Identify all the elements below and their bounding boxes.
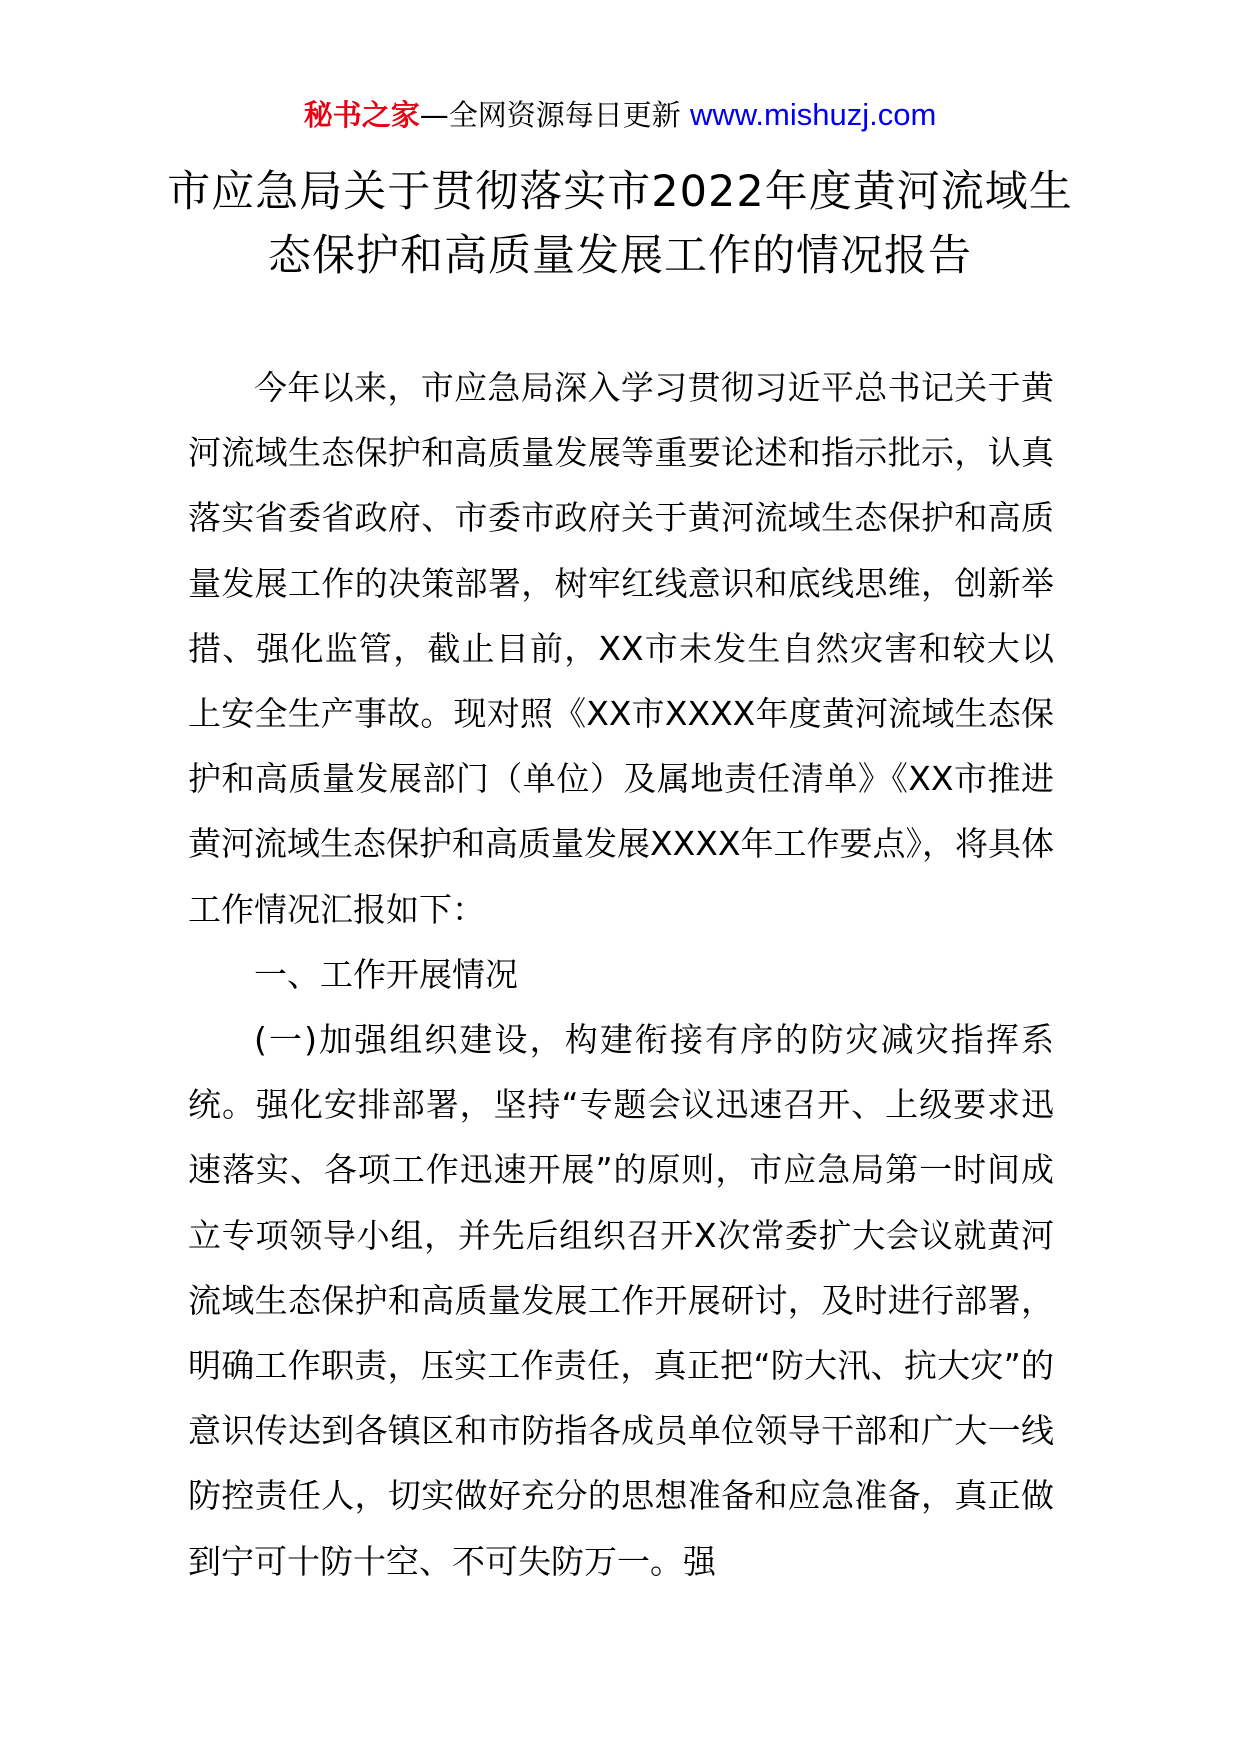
document-title: 市应急局关于贯彻落实市2022年度黄河流域生态保护和高质量发展工作的情况报告 — [167, 167, 1073, 281]
section-heading: 一、工作开展情况 — [254, 954, 518, 994]
site-brand: 秘书之家 — [303, 98, 420, 132]
site-tagline: —全网资源每日更新 — [419, 98, 681, 132]
site-header — [0, 95, 1240, 135]
document-body — [188, 355, 1054, 1594]
intro-paragraph: 今年以来，市应急局深入学习贯彻习近平总书记关于黄河流域生态保护和高质量发展等重要论述和指示批示，认真落实省委省政府、市委市政府关于黄河流域生态保护和高质量发展工作的决策部署，树牢红线意识和底线思维，创新举措、强化监管，截止目前，XX市未发生自然灾害和较大以上安全生产事故。现对照《XX市XXXX年度黄河流域生态保护和高质量发展部门（单位）及属地责任清单》《XX市推进黄河流域生态保护和高质量发展XXXX年工作要点》，将具体工作情况汇报如下： — [188, 368, 1054, 929]
site-url-link[interactable]: www.mishuzj.com — [689, 97, 937, 132]
body-paragraph: (一)加强组织建设，构建衔接有序的防灾减灾指挥系统。强化安排部署，坚持“专题会议迅速召开、上级要求迅速落实、各项工作迅速开展”的原则，市应急局第一时间成立专项领导小组，并先后组织召开X次常委扩大会议就黄河流域生态保护和高质量发展工作开展研讨，及时进行部署，明确工作职责，压实工作责任，真正把“防大汛、抗大灾”的意识传达到各镇区和市防指各成员单位领导干部和广大一线防控责任人，切实做好充分的思想准备和应急准备，真正做到宁可十防十空、不可失防万一。强 — [188, 1020, 1054, 1581]
